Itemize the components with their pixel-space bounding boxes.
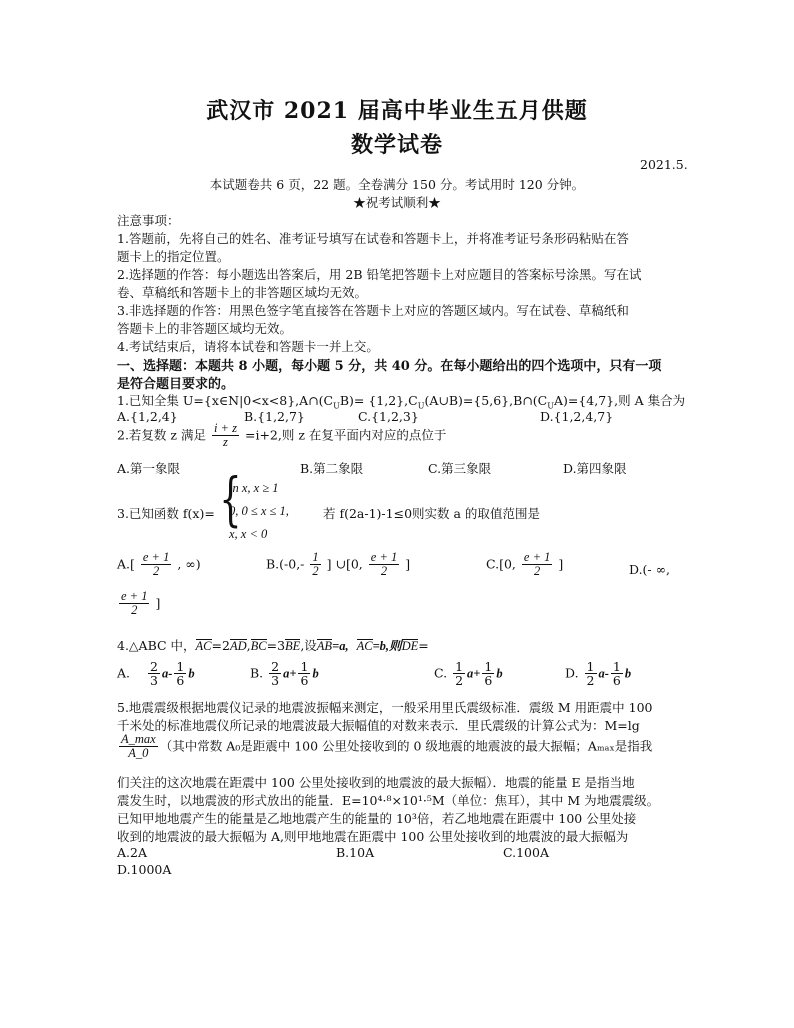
q4-option-c: C. $\frac{1}{2}$ a+ $\frac{1}{6}$ b — [434, 659, 503, 689]
note-2b: 卷、草稿纸和答题卡上的非答题区域均无效。 — [117, 285, 368, 300]
section-heading-b: 是符合题目要求的。 — [117, 377, 235, 392]
piecewise-brace: { — [219, 465, 242, 533]
q4-option-b: B. $\frac{2}{3}$ a+ $\frac{1}{6}$ b — [250, 659, 319, 689]
q1-option-b: B.{1,2,7} — [244, 409, 305, 424]
q3-option-d-cont: $\frac{e + 1}{2}$ ] — [121, 589, 161, 618]
q3-option-a: A.[ $\frac{e + 1}{2}$ , ∞) — [117, 550, 201, 579]
q2-option-c: C.第三象限 — [428, 461, 492, 476]
q2-option-b: B.第二象限 — [300, 461, 364, 476]
q5-fraction: $\frac{A\_\max}{A\_0}$ — [121, 732, 156, 761]
note-3a: 3.非选择题的作答：用黑色签字笔直接答在答题卡上对应的答题区域内。写在试卷、草稿纸和 — [117, 303, 629, 318]
note-1b: 题卡上的指定位置。 — [117, 249, 230, 264]
q3-pre: 3.已知函数 f(x)= — [117, 506, 215, 521]
blessing: ★祝考试顺利★ — [353, 195, 441, 210]
q4-option-d: D. $\frac{1}{2}$ a- $\frac{1}{6}$ b — [565, 659, 632, 689]
q3-case-2: 0, 0 ≤ x ≤ 1, — [229, 504, 289, 518]
section-heading-a: 一、选择题：本题共 8 小题，每小题 5 分，共 40 分。在每小题给出的四个选项中，只有一项 — [117, 359, 662, 374]
q3-case-3: x, x < 0 — [229, 527, 268, 541]
q3-post: 若 f(2a-1)-1≤0则实数 a 的取值范围是 — [323, 506, 540, 521]
q5-line-3: $\frac{A\_\max}{A\_0}$ （其中常数 A₀是距震中 100 公里处接收到的 0 级地震的地震波的最大振幅；Aₘₐₓ是指我 — [121, 732, 653, 761]
q5-line-1: 5.地震震级根据地震仪记录的地震波振幅来测定，一般采用里氏震级标准．震级 M 用距震中 100 — [117, 700, 653, 715]
q4-stem: 4.△ABC 中，AC=2AD,BC=3BE,设AB=a, AC=b,则DE= — [117, 638, 429, 653]
q5-line-6: 已知甲地地震产生的能量是乙地地震产生的能量的 10³倍，若乙地地震在距震中 100 公里处接 — [117, 811, 637, 826]
q1-option-d: D.{1,2,4,7} — [540, 409, 614, 424]
q5-option-b: B.10A — [336, 845, 375, 860]
q2-option-d: D.第四象限 — [563, 461, 627, 476]
page-title: 武汉市 2021 届高中毕业生五月供题 — [206, 98, 588, 124]
q4-option-a: A. $\frac{2}{3}$ a- $\frac{1}{6}$ b — [117, 659, 195, 689]
exam-info: 本试题卷共 6 页，22 题。全卷满分 150 分。考试用时 120 分钟。 — [209, 177, 585, 192]
notes-heading: 注意事项： — [117, 213, 180, 228]
q3-option-d: D.(- ∞, — [629, 562, 671, 577]
q3-case-1: ln x, x ≥ 1 — [229, 481, 279, 495]
q1-option-c: C.{1,2,3} — [358, 409, 419, 424]
q5-line-5: 震发生时，以地震波的形式放出的能量．E=10⁴·⁸×10¹·⁵M（单位：焦耳），其中 M 为地震震级。 — [117, 793, 660, 808]
q3-option-b: B.(-0,- $\frac{1}{2}$ ] ∪[0, $\frac{e + 1}{2}$ ] — [266, 550, 411, 579]
q5-option-d: D.1000A — [117, 862, 172, 877]
q2-stem: 2.若复数 z 满足 $\frac{i + z}{z}$ =i+2,则 z 在复平面内对应的点位于 — [117, 421, 447, 450]
note-2a: 2.选择题的作答：每小题选出答案后，用 2B 铅笔把答题卡上对应题目的答案标号涂黑。写在试 — [117, 267, 642, 282]
q5-option-c: C.100A — [503, 845, 549, 860]
q2-option-a: A.第一象限 — [117, 461, 181, 476]
note-4: 4.考试结束后，请将本试卷和答题卡一并上交。 — [117, 339, 379, 354]
q5-option-a: A.2A — [117, 845, 147, 860]
q5-line-4: 们关注的这次地震在距震中 100 公里处接收到的地震波的最大振幅）．地震的能量 E 是指当地 — [117, 775, 635, 790]
q2-fraction: $\frac{i + z}{z}$ — [213, 421, 237, 450]
exam-date: 2021.5. — [640, 157, 688, 172]
q1-stem: 1.已知全集 $U=\{x\in N|0<x<8\},A\cap(C_UB)=$ $\{1,2\},C_U(A\cup B)=\{5,6\},B\cap(C_UA)=\{4,7\}$,则 A 集合为 — [117, 393, 686, 411]
note-1a: 1.答题前，先将自己的姓名、准考证号填写在试卷和答题卡上，并将准考证号条形码粘贴在答 — [117, 231, 629, 246]
q5-line-7: 收到的地震波的最大振幅为 A,则甲地地震在距震中 100 公里处接收到的地震波的最大振幅为 — [117, 829, 629, 844]
q1-option-a: A.{1,2,4} — [117, 409, 178, 424]
page-subtitle: 数学试卷 — [350, 132, 443, 158]
note-3b: 答题卡上的非答题区域均无效。 — [117, 321, 293, 336]
q5-line-2: 千米处的标准地震仪所记录的地震波最大振幅值的对数来表示．里氏震级的计算公式为：M=lg — [117, 718, 640, 733]
q3-option-c: C.[0, $\frac{e + 1}{2}$ ] — [486, 550, 564, 579]
